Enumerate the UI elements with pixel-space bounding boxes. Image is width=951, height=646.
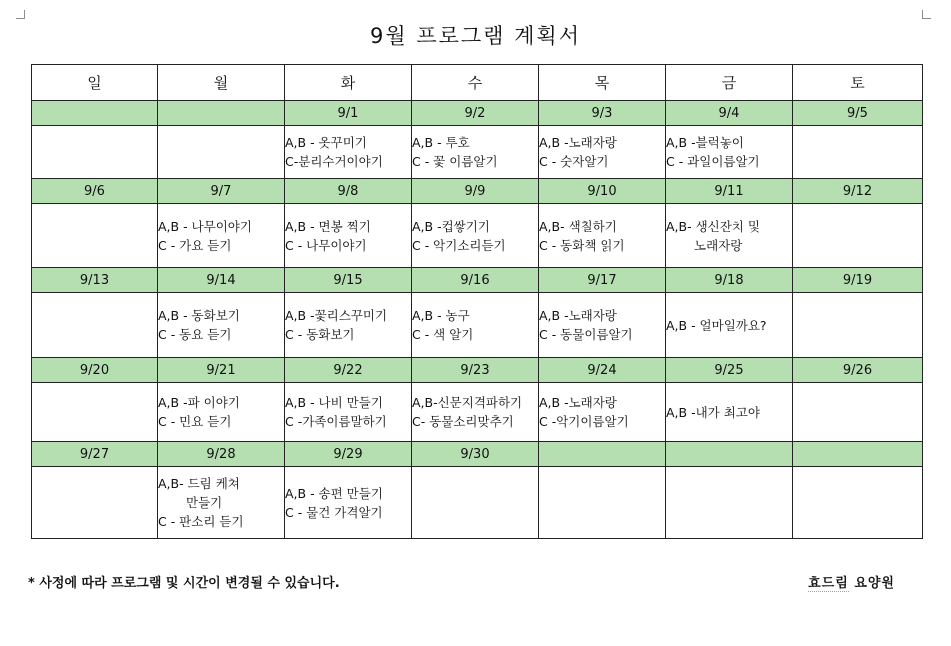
activity-cell: [666, 204, 793, 268]
activity-line: A,B- 생신잔치 및: [666, 218, 760, 234]
activity-line: A,B - 투호: [412, 135, 470, 150]
organization-name-suffix: 요양원: [854, 576, 895, 591]
activity-cell: [412, 204, 539, 268]
activity-line: A,B - 송편 만들기: [285, 485, 383, 501]
activity-line: A,B - 나비 만들기: [285, 395, 383, 410]
activity-cell: [158, 467, 285, 539]
weekday-header: 토: [793, 65, 923, 101]
date-cell: 9/30: [412, 442, 539, 467]
activity-line: A,B - 나무이야기: [158, 218, 252, 234]
date-row: [32, 179, 923, 204]
date-row: [32, 101, 923, 126]
activity-line: A,B-신문지격파하기: [412, 395, 523, 410]
weekday-header: 일: [32, 65, 158, 101]
date-cell: 9/4: [666, 101, 793, 126]
date-cell: 9/12: [793, 179, 923, 204]
activity-cell: [666, 467, 793, 539]
activity-line: C- 동물소리맞추기: [412, 414, 514, 429]
date-cell: [666, 442, 793, 467]
weekday-header: 목: [539, 65, 666, 101]
activity-cell: [285, 467, 412, 539]
date-cell: 9/2: [412, 101, 539, 126]
date-cell: [539, 442, 666, 467]
date-cell: 9/24: [539, 358, 666, 383]
activity-line: A,B -블럭놓이: [666, 135, 744, 150]
document-title: 9월 프로그램 계획서: [370, 24, 581, 48]
activity-cell: [158, 383, 285, 442]
activity-cell: [793, 383, 923, 442]
program-calendar-table: [31, 64, 923, 539]
activity-cell: [793, 204, 923, 268]
activity-line: A,B - 면봉 찍기: [285, 218, 371, 234]
activity-row: [32, 383, 923, 442]
activity-line: A,B - 동화보기: [158, 308, 240, 323]
weekday-header: 수: [412, 65, 539, 101]
date-row: [32, 442, 923, 467]
date-cell: 9/16: [412, 268, 539, 293]
date-cell: 9/20: [32, 358, 158, 383]
activity-line: C - 동화책 읽기: [539, 237, 625, 253]
date-cell: 9/13: [32, 268, 158, 293]
activity-cell: [32, 293, 158, 358]
date-cell: 9/1: [285, 101, 412, 126]
date-cell: [793, 442, 923, 467]
activity-cell: [285, 293, 412, 358]
activity-cell: [539, 293, 666, 358]
activity-line: C - 가요 듣기: [158, 237, 232, 253]
activity-cell: [793, 126, 923, 179]
date-cell: 9/25: [666, 358, 793, 383]
activity-line: C -악기이름알기: [539, 414, 629, 429]
weekday-header: 금: [666, 65, 793, 101]
date-cell: 9/18: [666, 268, 793, 293]
activity-line: 만들기: [186, 495, 223, 510]
activity-line: C - 동화보기: [285, 327, 355, 342]
weekday-header: 월: [158, 65, 285, 101]
activity-cell: [412, 467, 539, 539]
activity-line: A,B -노래자랑: [539, 308, 617, 323]
weekday-header: 화: [285, 65, 412, 101]
activity-cell: [666, 383, 793, 442]
activity-row: [32, 126, 923, 179]
activity-cell: [158, 204, 285, 268]
activity-line: A,B -컵쌓기기: [412, 218, 490, 234]
weekday-header-row: [32, 65, 923, 101]
activity-row: [32, 467, 923, 539]
activity-line: C - 동요 듣기: [158, 327, 232, 342]
date-cell: 9/14: [158, 268, 285, 293]
date-cell: 9/23: [412, 358, 539, 383]
activity-cell: [158, 126, 285, 179]
activity-line: C - 색 알기: [412, 327, 474, 342]
date-row: [32, 358, 923, 383]
activity-line: A,B -파 이야기: [158, 395, 240, 410]
activity-cell: [539, 467, 666, 539]
activity-line: A,B -꽃리스꾸미기: [285, 308, 388, 323]
activity-cell: [539, 383, 666, 442]
activity-row: [32, 204, 923, 268]
activity-line: C - 숫자알기: [539, 154, 609, 169]
date-cell: 9/28: [158, 442, 285, 467]
date-cell: 9/9: [412, 179, 539, 204]
date-cell: 9/17: [539, 268, 666, 293]
activity-line: 노래자랑: [694, 237, 743, 253]
activity-cell: [285, 126, 412, 179]
date-cell: 9/3: [539, 101, 666, 126]
activity-line: C - 물건 가격알기: [285, 504, 383, 520]
activity-line: A,B -노래자랑: [539, 395, 617, 410]
activity-cell: [32, 383, 158, 442]
activity-line: A,B -노래자랑: [539, 135, 617, 150]
date-cell: 9/11: [666, 179, 793, 204]
date-cell: [158, 101, 285, 126]
activity-line: A,B- 드림 케쳐: [158, 476, 240, 491]
activity-line: C -가족이름말하기: [285, 414, 387, 429]
date-cell: 9/7: [158, 179, 285, 204]
organization-name-main: 효드림: [808, 576, 849, 591]
activity-cell: [285, 204, 412, 268]
date-cell: 9/19: [793, 268, 923, 293]
date-cell: 9/5: [793, 101, 923, 126]
date-cell: 9/15: [285, 268, 412, 293]
schedule-change-note: * 사정에 따라 프로그램 및 시간이 변경될 수 있습니다.: [28, 576, 340, 591]
activity-line: C - 과일이름알기: [666, 154, 760, 169]
activity-line: C - 나무이야기: [285, 237, 367, 253]
activity-line: C - 꽃 이름알기: [412, 154, 498, 169]
date-cell: 9/10: [539, 179, 666, 204]
activity-cell: [539, 204, 666, 268]
activity-line: A,B- 색칠하기: [539, 218, 617, 234]
activity-cell: [412, 126, 539, 179]
activity-line: C - 동물이름알기: [539, 327, 633, 342]
page-corner-mark-left: [16, 10, 25, 19]
activity-cell: [666, 126, 793, 179]
date-cell: 9/8: [285, 179, 412, 204]
activity-cell: [412, 383, 539, 442]
organization-name: [808, 572, 895, 591]
activity-line: C - 판소리 듣기: [158, 514, 244, 529]
date-row: [32, 268, 923, 293]
date-cell: 9/29: [285, 442, 412, 467]
activity-cell: [412, 293, 539, 358]
activity-line: A,B - 옷꾸미기: [285, 135, 367, 150]
date-cell: 9/22: [285, 358, 412, 383]
activity-line: C - 악기소리듣기: [412, 237, 506, 253]
activity-cell: [793, 293, 923, 358]
date-cell: 9/21: [158, 358, 285, 383]
activity-cell: [539, 126, 666, 179]
activity-cell: [32, 467, 158, 539]
activity-line: A,B - 얼마일까요?: [666, 317, 767, 333]
activity-line: A,B -내가 최고야: [666, 404, 760, 420]
date-cell: 9/27: [32, 442, 158, 467]
activity-cell: [793, 467, 923, 539]
activity-cell: [32, 126, 158, 179]
activity-line: C - 민요 듣기: [158, 414, 232, 429]
activity-cell: [158, 293, 285, 358]
date-cell: 9/26: [793, 358, 923, 383]
activity-row: [32, 293, 923, 358]
date-cell: 9/6: [32, 179, 158, 204]
date-cell: [32, 101, 158, 126]
activity-cell: [666, 293, 793, 358]
activity-line: A,B - 농구: [412, 308, 470, 323]
page-corner-mark-right: [922, 10, 931, 19]
activity-cell: [32, 204, 158, 268]
activity-line: C-분리수거이야기: [285, 154, 383, 169]
activity-cell: [285, 383, 412, 442]
